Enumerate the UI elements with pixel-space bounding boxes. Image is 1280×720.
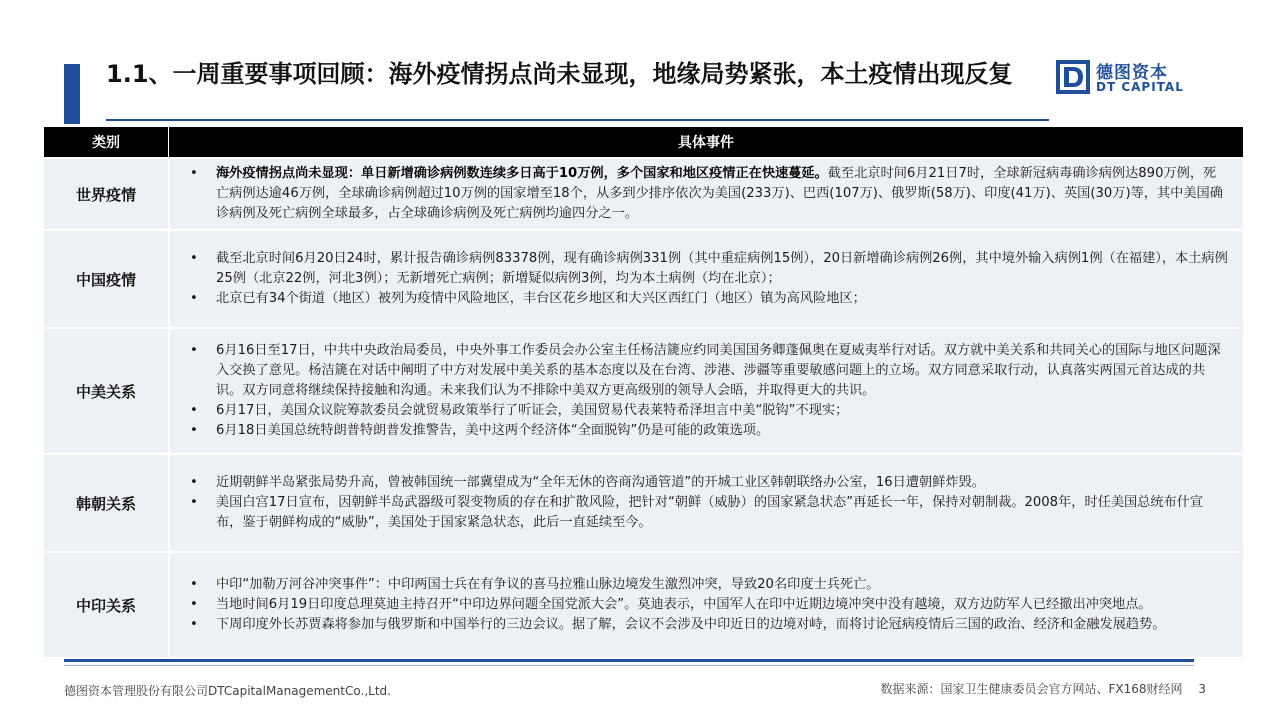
event-item — [186, 164, 1229, 224]
footer-source-block — [881, 680, 1207, 697]
table-row — [44, 551, 1243, 657]
row-events — [168, 455, 1243, 551]
page-title: 1.1、一周重要事项回顾：海外疫情拐点尚未显现，地缘局势紧张，本土疫情出现反复 — [106, 60, 1013, 88]
row-category: 中美关系 — [44, 329, 168, 453]
event-text: 6月18日美国总统特朗普特朗普发推警告，美中这两个经济体“全面脱钩”仍是可能的政策选项。 — [216, 423, 770, 438]
event-text: 下周印度外长苏贾森将参加与俄罗斯和中国举行的三边会议。据了解，会议不会涉及中印近日的边境对峙，而将讨论冠病疫情后三国的政治、经济和金融发展趋势。 — [216, 617, 1166, 632]
footer-divider — [64, 659, 1194, 662]
event-item — [186, 289, 1229, 309]
row-events — [168, 159, 1243, 229]
event-text: 6月17日，美国众议院筹款委员会就贸易政策举行了听证会，美国贸易代表莱特希泽坦言中美“脱钩”不现实； — [216, 403, 849, 418]
row-events — [168, 329, 1243, 453]
row-category: 中印关系 — [44, 553, 168, 657]
event-item — [186, 341, 1229, 401]
event-item — [186, 575, 1229, 595]
event-highlight: 海外疫情拐点尚未显现：单日新增确诊病例数连续多日高于10万例，多个国家和地区疫情正在快速蔓延。 — [216, 166, 828, 181]
row-events — [168, 231, 1243, 327]
table-row — [44, 229, 1243, 327]
page-number: 3 — [1198, 682, 1206, 696]
row-category: 中国疫情 — [44, 231, 168, 327]
title-accent-bar — [64, 64, 80, 124]
table-row — [44, 157, 1243, 229]
row-category: 韩朝关系 — [44, 455, 168, 551]
company-logo — [1056, 60, 1196, 98]
event-item — [186, 615, 1229, 635]
footer-company: 德图资本管理股份有限公司DTCapitalManagementCo.,Ltd. — [64, 684, 391, 698]
title-divider — [106, 119, 1049, 121]
footer-source: 数据来源：国家卫生健康委员会官方网站、FX168财经网 — [880, 682, 1183, 696]
table-row — [44, 453, 1243, 551]
table-row — [44, 327, 1243, 453]
header-events: 具体事件 — [168, 127, 1243, 157]
event-item — [186, 595, 1229, 615]
event-item — [186, 493, 1229, 533]
table-header — [44, 127, 1243, 157]
logo-text-cn: 德图资本 — [1096, 63, 1168, 83]
event-text: 北京已有34个街道（地区）被列为疫情中风险地区，丰台区花乡地区和大兴区西红门（地区）镇为高风险地区； — [216, 291, 866, 306]
event-item — [186, 473, 1229, 493]
event-text: 近期朝鲜半岛紧张局势升高，曾被韩国统一部冀望成为“全年无休的咨商沟通管道”的开城工业区韩朝联络办公室，16日遭朝鲜炸毁。 — [216, 475, 985, 490]
event-item — [186, 421, 1229, 441]
event-text: 当地时间6月19日印度总理莫迪主持召开“中印边界问题全国党派大会”。莫迪表示，中国军人在印中近期边境冲突中没有越境，双方边防军人已经撤出冲突地点。 — [216, 597, 1152, 612]
event-text: 截至北京时间6月21日7时，全球新冠病毒确诊病例达890万例，死亡病例达逾46万例，全球确诊病例超过10万例的国家增至18个，从多到少排序依次为美国(233万)、巴西(107万)、俄罗斯(58万)、印度(41万)、英国(30万)等，其中美国确诊病例及死亡病例全球最多，占全球确诊病例及死亡病例均逾四分之一。 — [216, 166, 1223, 221]
dt-logo-icon — [1056, 60, 1090, 94]
event-text: 美国白宫17日宣布，因朝鲜半岛武器级可裂变物质的存在和扩散风险，把针对“朝鲜（威胁）的国家紧急状态”再延长一年，保持对朝制裁。2008年，时任美国总统布什宣布，鉴于朝鲜构成的“威胁”，美国处于国家紧急状态，此后一直延续至今。 — [216, 495, 1204, 530]
logo-text-en: DT CAPITAL — [1096, 80, 1184, 94]
event-text: 中印“加勒万河谷冲突事件”：中印两国士兵在有争议的喜马拉雅山脉边境发生激烈冲突，导致20名印度士兵死亡。 — [216, 577, 880, 592]
row-category: 世界疫情 — [44, 159, 168, 229]
event-text: 截至北京时间6月20日24时，累计报告确诊病例83378例，现有确诊病例331例（其中重症病例15例），20日新增确诊病例26例，其中境外输入病例1例（在福建），本土病例25例（北京22例，河北3例）；无新增死亡病例；新增疑似病例3例，均为本土病例（均在北京）； — [216, 251, 1228, 286]
event-text: 6月16日至17日，中共中央政治局委员，中央外事工作委员会办公室主任杨洁篪应约同美国国务卿蓬佩奥在夏威夷举行对话。双方就中美关系和共同关心的国际与地区问题深入交换了意见。杨洁篪在对话中阐明了中方对发展中美关系的基本态度以及在台湾、涉港、涉疆等重要敏感问题上的立场。双方同意采取行动，认真落实两国元首达成的共识。双方同意将继续保持接触和沟通。未来我们认为不排除中美双方更高级别的领导人会晤，并取得更大的共识。 — [216, 343, 1221, 398]
header-category: 类别 — [92, 135, 120, 151]
footer-divider-thin — [64, 665, 1194, 666]
row-events — [168, 553, 1243, 657]
event-item — [186, 249, 1229, 289]
event-item — [186, 401, 1229, 421]
events-table — [44, 127, 1243, 657]
